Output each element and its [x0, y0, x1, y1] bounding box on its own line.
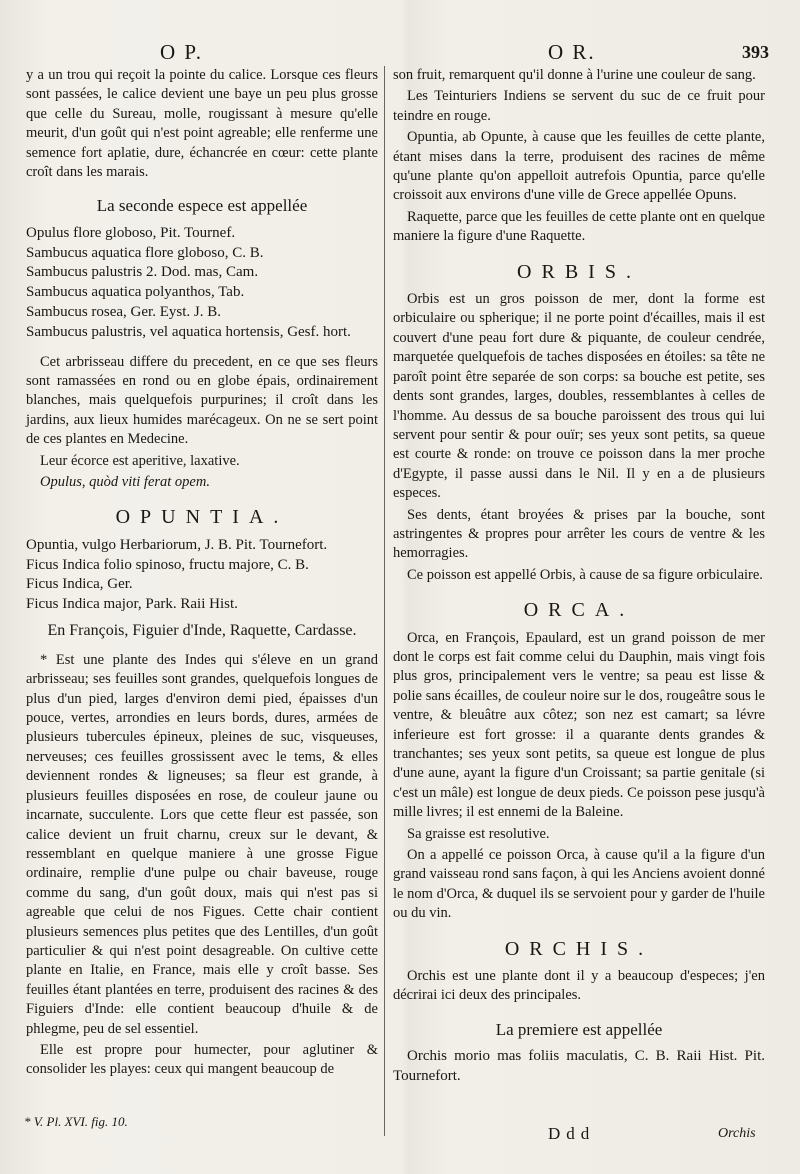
- synonym-line: Sambucus rosea, Ger. Eyst. J. B.: [26, 304, 221, 321]
- paragraph: Opuntia, ab Opunte, à cause que les feuilles de cette plante, étant mises dans la terre, produisent des racines de même qu'une plante qu'on appelloit autrefois Opuntia, parce qu'elle croissoit aux environs d'une ville de Grece appellée Opuns.: [393, 129, 765, 204]
- orchis-heading: ORCHIS.: [504, 937, 654, 960]
- intro-paragraph: y a un trou qui reçoit la pointe du calice. Lorsque ces fleurs sont passées, le calice devient une baye un peu plus grosse que celle du Sureau, molle, rougissant à mesure qu'elle meurit, d'un goût qui n'est point agreable; elle renferme une semence fort aplatie, dure, échancrée en cœur: cette plante croît dans les marais.: [26, 67, 378, 181]
- left-column: [26, 66, 378, 1082]
- first-species-heading: La premiere est appellée: [495, 1019, 663, 1039]
- paragraph: Les Teinturiers Indiens se servent du suc de ce fruit pour teindre en rouge.: [393, 88, 765, 124]
- paragraph: Orchis morio mas foliis maculatis, C. B. Raii Hist. Pit. Tournefort.: [393, 1048, 765, 1084]
- synonym-line: Opuntia, vulgo Herbariorum, J. B. Pit. Tournefort.: [26, 536, 328, 553]
- synonym-line: Ficus Indica, Ger.: [26, 576, 133, 593]
- synonym-line: Ficus Indica major, Park. Raii Hist.: [26, 596, 238, 613]
- orca-heading: ORCA.: [523, 599, 635, 622]
- orbis-heading: ORBIS.: [517, 260, 641, 283]
- catchword: Orchis: [718, 1126, 756, 1141]
- french-names: En François, Figuier d'Inde, Raquette, Cardasse.: [47, 622, 357, 640]
- synonym-line: Ficus Indica folio spinoso, fructu majore, C. B.: [26, 556, 309, 573]
- paragraph: Raquette, parce que les feuilles de cette plante ont en quelque maniere la figure d'une Raquette.: [393, 208, 765, 245]
- synonym-line: Sambucus aquatica flore globoso, C. B.: [26, 244, 264, 261]
- header-right-title: O R.: [548, 40, 596, 64]
- synonym-list-opulus: [26, 224, 378, 343]
- paragraph: Leur écorce est aperitive, laxative.: [40, 452, 240, 469]
- paragraph: Elle est propre pour humecter, pour aglutiner & consolider les playes: ceux qui mangent beaucoup de: [26, 1041, 378, 1078]
- paragraph: Ce poisson est appellé Orbis, à cause de sa figure orbiculaire.: [407, 566, 763, 583]
- page-number: 393: [742, 42, 769, 62]
- column-rule: [384, 66, 385, 1136]
- paragraph: * Est une plante des Indes qui s'éleve en un grand arbrisseau; ses feuilles sont grandes, quelquefois longues de plus d'un pied, larges d'environ demi pied, épaisses d'un pouce, vertes, arrondies en leurs bords, dures, armées de plusieurs tubercules épineux, pleines de suc, visqueuses, nerveuses; ces feuilles grossissent avec le tems, & elles deviennent rondes & ligneuses; sa fleur est grande, à plusieurs feuilles disposées en rose, de couleur jaune ou incarnate, succulente. Lors que cette fleur est passée, son calice devient un fruit charnu, creux sur le devant, & ressemblant en quelque maniere à une grosse Figue ordinaire, remplie d'une pulpe ou chair baveuse, rouge comme du sang, d'un goût doux, mais qui n'est pas si agreable que celui de nos Figues. Cette chair contient plusieurs semences plus petites que des Lentilles, d'un goût particulier & qui n'est point desagreable. On cultive cette plante en Italie, en France, mais elle y croît basse. Ses feuilles étant plantées en terre, produisent des racines & des Figuiers d'Inde: elle contient beaucoup d'huile & de phlegme, peu de sel essentiel.: [26, 651, 378, 1037]
- paragraph: Opulus, quòd viti ferat opem.: [40, 474, 210, 491]
- paragraph: Cet arbrisseau differe du precedent, en ce que ses fleurs sont ramassées en rond ou en globe épais, ordinairement blanches, mais quelquefois purpurines; il croît dans les jardins, aux lieux humides marécageux. On ne se sert point de ces plantes en Medecine.: [26, 353, 378, 448]
- synonym-line: Opulus flore globoso, Pit. Tournef.: [26, 224, 236, 241]
- synonym-line: Sambucus palustris, vel aquatica hortensis, Gesf. hort.: [26, 323, 351, 340]
- signature-mark: Ddd: [548, 1124, 596, 1143]
- header-left-title: O P.: [160, 40, 204, 64]
- second-species-heading: La seconde espece est appellée: [96, 196, 308, 216]
- paragraph: Sa graisse est resolutive.: [407, 825, 550, 842]
- synonym-line: Sambucus palustris 2. Dod. mas, Cam.: [26, 264, 259, 281]
- paragraph: Ses dents, étant broyées & prises par la bouche, sont astringentes & propres pour arrêter les cours de ventre & les hemorragies.: [393, 506, 765, 562]
- right-column: [393, 66, 765, 1088]
- paragraph: son fruit, remarquent qu'il donne à l'urine une couleur de sang.: [393, 67, 756, 83]
- paragraph: Orchis est une plante dont il y a beaucoup d'especes; j'en décrirai ici deux des principales.: [393, 968, 765, 1004]
- paragraph: On a appellé ce poisson Orca, à cause qu'il a la figure d'un grand vaisseau rond sans façon, à qui les Anciens avoient donné le nom d'Orca, & duquel ils se servoient pour y garder de l'huile ou du vin.: [393, 847, 765, 922]
- paragraph: Orca, en François, Epaulard, est un grand poisson de mer dont le corps est fait comme celui du Dauphin, mais vingt fois plus gros, principalement vers le ventre; sa peau est lisse & polie sans écailles, de couleur noire sur le dos, rougeâtre sous le ventre, & bleuâtre aux côtez; son nez est camart; sa lévre inferieure est fort grosse: il a quarante dents grandes & tranchantes; ses yeux sont petits, sa queue est longue de plus d'une aune, ayant la figure d'un Croissant; sa partie genitale (si c'est un mâle) est longue de deux pieds. Ce poisson pese jusqu'à mille livres; il est ennemi de la Baleine.: [393, 629, 765, 821]
- opuntia-heading: OPUNTIA.: [115, 506, 289, 529]
- synonym-line: Sambucus aquatica polyanthos, Tab.: [26, 284, 245, 301]
- paragraph: Orbis est un gros poisson de mer, dont la forme est orbiculaire ou spherique; il ne porte point d'écailles, mais il est couvert d'une peau fort dure & piquante, de couleur cendrée, marquetée quelquefois de taches disposées en étoiles: sa tête ne paroît point être separée de son corps: sa bouche est petite, ses dents sont grandes, larges, doubles, ressemblantes à celles de l'homme. Au dessus de sa bouche paroissent des trous qui lui servent pour sentir & pour ouïr; ses yeux sont petits, sa queue est courte & ronde: on trouve ce poisson dans la mer proche d'Egypte, il passe aussi dans le Nil. Il y en a de plusieurs especes.: [393, 291, 765, 502]
- synonym-list-opuntia: [26, 536, 378, 615]
- footnote: * V. Pl. XVI. fig. 10.: [24, 1114, 128, 1129]
